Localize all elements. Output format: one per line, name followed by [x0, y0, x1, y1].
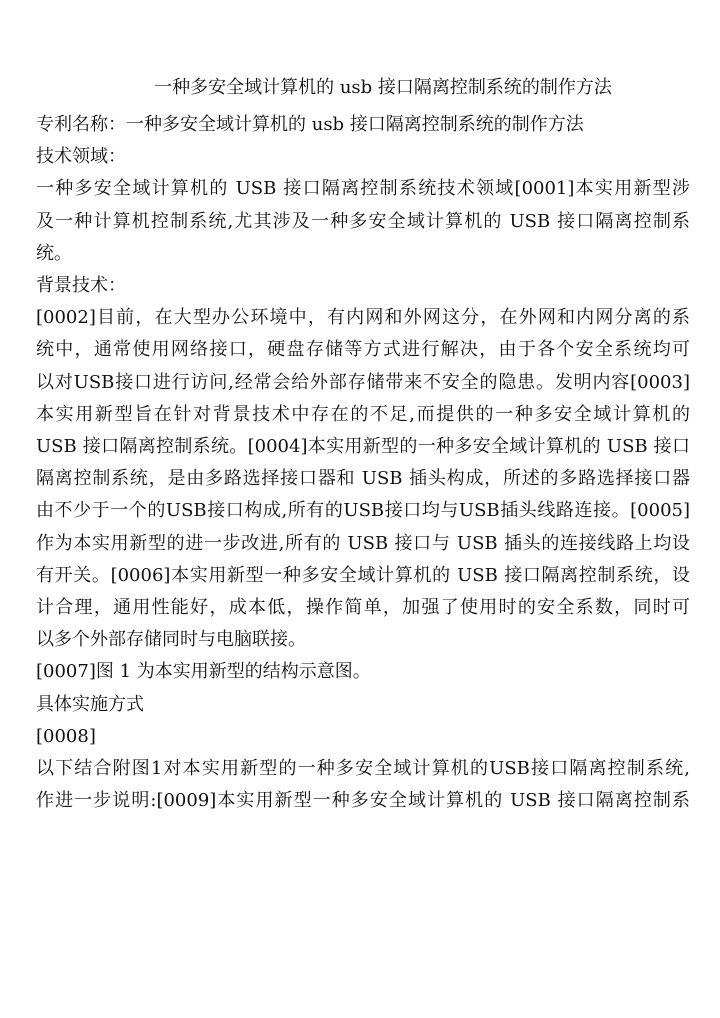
paragraph-line: 隔离控制系统，是由多路选择接口器和 USB 插头构成，所述的多路选择接口器 [36, 468, 690, 490]
document-title: 一种多安全域计算机的 usb 接口隔离控制系统的制作方法 [154, 77, 612, 98]
paragraph-line: 统。 [36, 242, 72, 264]
paragraph-line: 作为本实用新型的进一步改进,所有的 USB 接口与 USB 插头的连接线路上均设 [36, 532, 690, 554]
paragraph-line: 有开关。[0006]本实用新型一种多安全域计算机的 USB 接口隔离控制系统，设 [36, 564, 690, 586]
paragraph-line: 以多个外部存储同时与电脑联接。 [36, 629, 306, 651]
document-page [36, 72, 690, 817]
section-heading-technical-field: 技术领域： [36, 146, 126, 168]
paragraph-line: 统中，通常使用网络接口，硬盘存储等方式进行解决，由于各个安全系统均可 [36, 339, 690, 361]
paragraph-line: 本实用新型旨在针对背景技术中存在的不足,而提供的一种多安全域计算机的 [36, 403, 690, 425]
paragraph-line: 一种多安全域计算机的 USB 接口隔离控制系统技术领域[0001]本实用新型涉 [36, 178, 690, 200]
paragraph-number: [0008] [36, 725, 96, 747]
section-heading-embodiment: 具体实施方式 [36, 693, 144, 715]
paragraph-line: 计合理，通用性能好，成本低，操作简单，加强了使用时的安全系数，同时可 [36, 597, 690, 619]
paragraph-line: 以下结合附图1对本实用新型的一种多安全域计算机的USB接口隔离控制系统, [36, 758, 690, 780]
patent-name-line: 专利名称：一种多安全域计算机的 usb 接口隔离控制系统的制作方法 [36, 114, 584, 135]
paragraph-line: 作进一步说明:[0009]本实用新型一种多安全域计算机的 USB 接口隔离控制系 [36, 790, 690, 812]
section-heading-background: 背景技术： [36, 275, 126, 297]
figure-description-line: [0007]图 1 为本实用新型的结构示意图。 [36, 661, 371, 683]
paragraph-line: [0002]目前，在大型办公环境中，有内网和外网这分，在外网和内网分离的系 [36, 307, 690, 329]
paragraph-line: 及一种计算机控制系统,尤其涉及一种多安全域计算机的 USB 接口隔离控制系 [36, 210, 690, 232]
paragraph-line: 以对USB接口进行访问,经常会给外部存储带来不安全的隐患。发明内容[0003] [36, 371, 690, 393]
paragraph-line: 由不少于一个的USB接口构成,所有的USB接口均与USB插头线路连接。[0005] [36, 500, 690, 522]
paragraph-line: USB 接口隔离控制系统。[0004]本实用新型的一种多安全域计算机的 USB 接口 [36, 436, 690, 458]
